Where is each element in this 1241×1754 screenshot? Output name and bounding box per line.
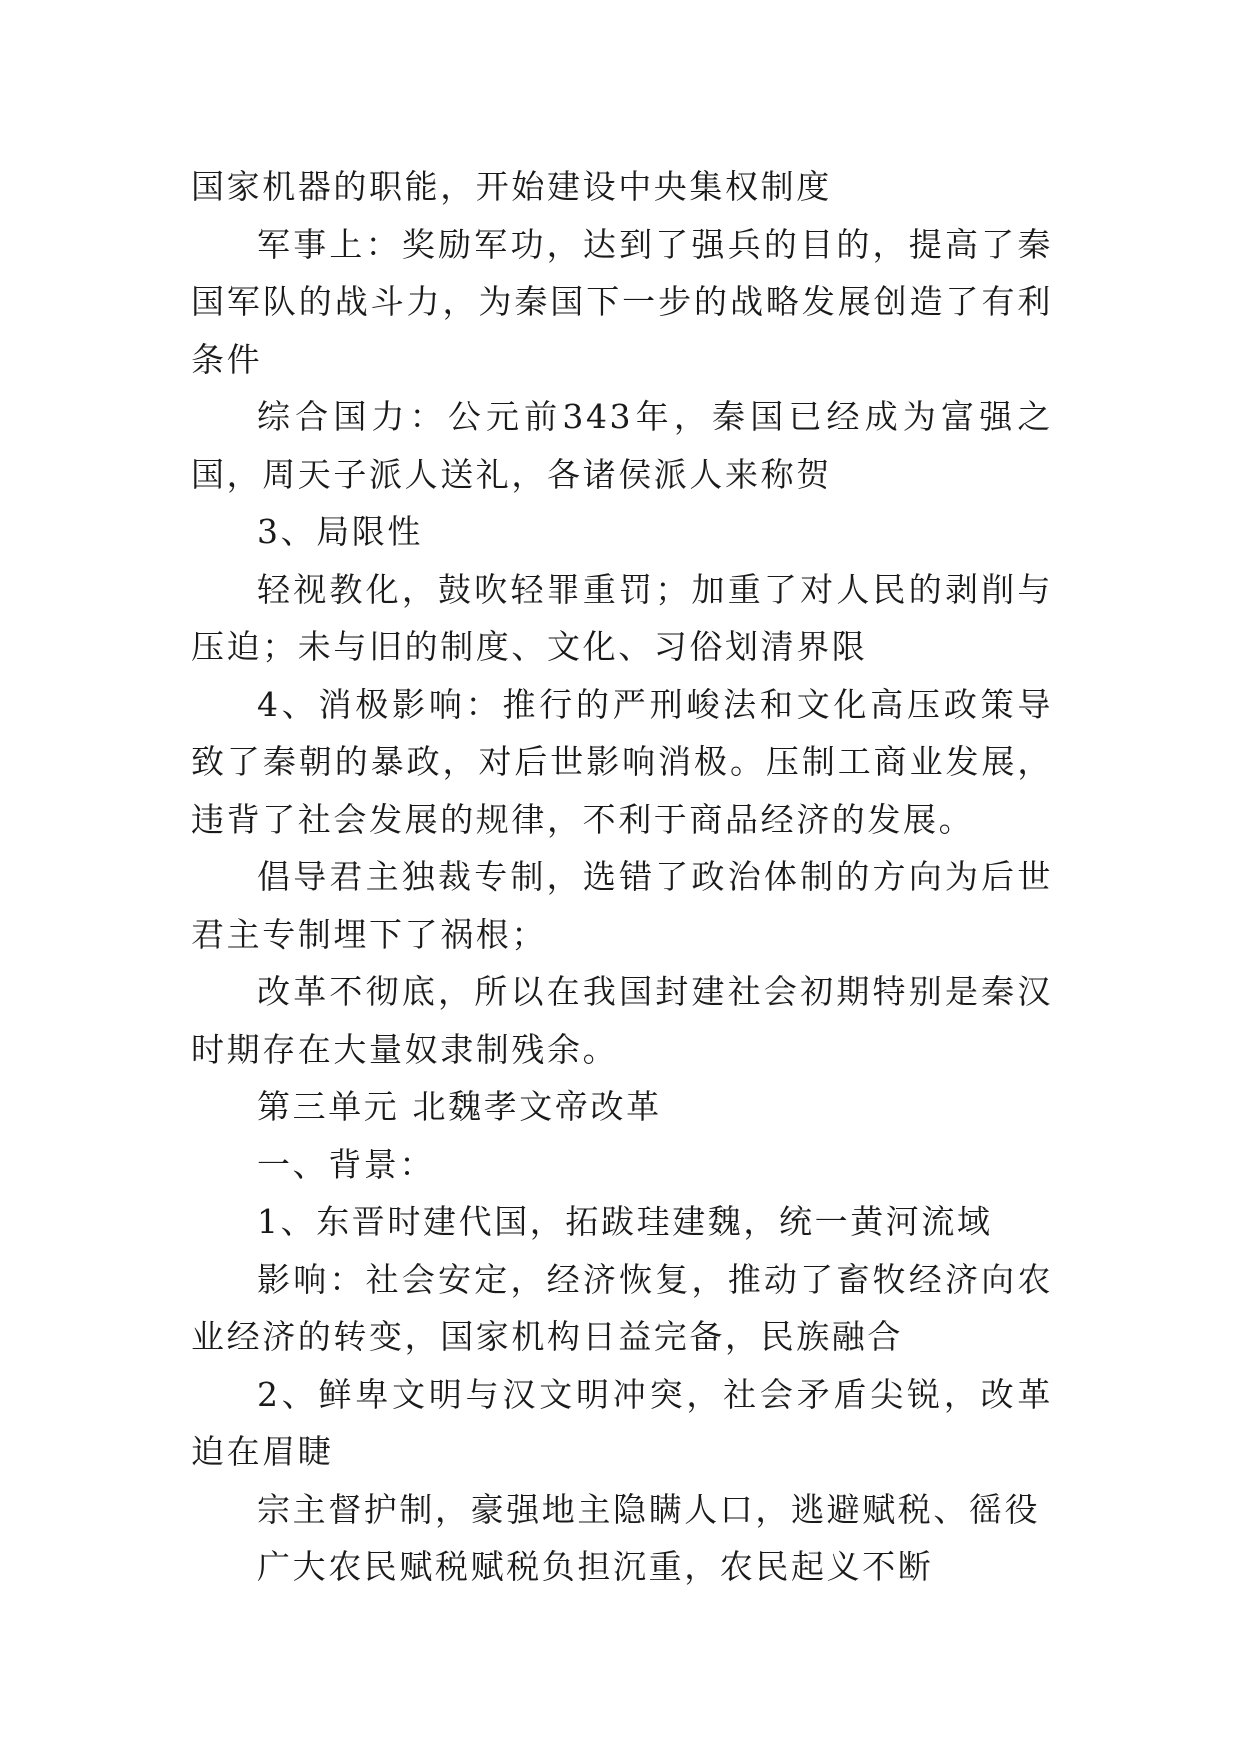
paragraph: 广大农民赋税赋税负担沉重，农民起义不断	[257, 1547, 934, 1586]
paragraph: 倡导君主独裁专制，选错了政治体制的方向为后世君主专制埋下了祸根；	[191, 857, 1053, 954]
paragraph: 宗主督护制，豪强地主隐瞒人口，逃避赋税、徭役	[257, 1489, 1041, 1529]
document-body	[191, 158, 1053, 1596]
paragraph: 综合国力：公元前343年，秦国已经成为富强之国，周天子派人送礼，各诸侯派人来称贺	[191, 397, 1053, 494]
paragraph: 改革不彻底，所以在我国封建社会初期特别是秦汉时期存在大量奴隶制残余。	[191, 972, 1053, 1069]
paragraph: 影响：社会安定，经济恢复，推动了畜牧经济向农业经济的转变，国家机构日益完备，民族融合	[191, 1259, 1053, 1356]
paragraph: 2、鲜卑文明与汉文明冲突，社会矛盾尖锐，改革迫在眉睫	[191, 1374, 1053, 1471]
unit-heading: 第三单元 北魏孝文帝改革	[257, 1087, 662, 1126]
paragraph: 4、消极影响：推行的严刑峻法和文化高压政策导致了秦朝的暴政，对后世影响消极。压制工商业发展，违背了社会发展的规律，不利于商品经济的发展。	[191, 684, 1053, 839]
paragraph: 1、东晋时建代国，拓跋珪建魏，统一黄河流域	[257, 1202, 993, 1241]
paragraph: 国家机器的职能，开始建设中央集权制度	[191, 167, 832, 206]
paragraph: 军事上：奖励军功，达到了强兵的目的，提高了秦国军队的战斗力，为秦国下一步的战略发展创造了有利条件	[191, 224, 1053, 379]
section-heading: 3、局限性	[257, 512, 423, 551]
section-heading: 一、背景：	[257, 1144, 435, 1184]
paragraph: 轻视教化，鼓吹轻罪重罚；加重了对人民的剥削与压迫；未与旧的制度、文化、习俗划清界限	[191, 569, 1053, 666]
